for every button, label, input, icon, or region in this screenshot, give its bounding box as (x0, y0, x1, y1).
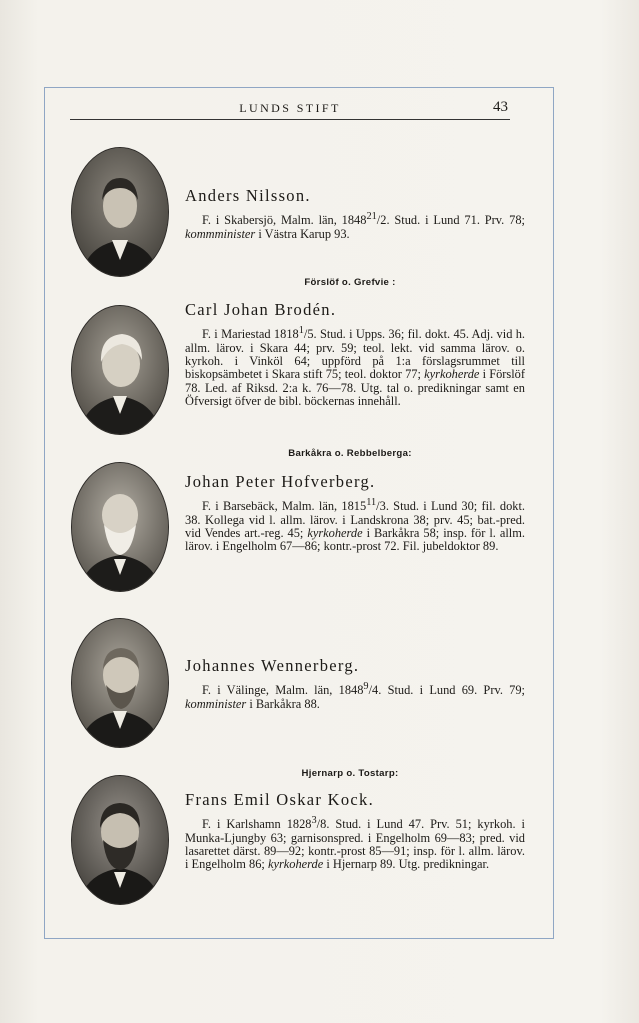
portrait-frans-emil-oskar-kock (72, 776, 168, 904)
portrait-carl-johan-broden (72, 306, 168, 434)
page-number: 43 (493, 99, 508, 115)
entry-biography: F. i Skabersjö, Malm. län, 1848$^{21}$/2. Stud. i Lund 71. Prv. 78; kommminister i Västra Karup 93. (185, 211, 525, 241)
entry-name: Anders Nilsson. (185, 186, 311, 205)
header-rule (70, 119, 510, 120)
portrait-johannes-wennerberg (72, 619, 168, 747)
entry-biography: F. i Välinge, Malm. län, 1848$^9$/4. Stud. i Lund 69. Prv. 79; komminister i Barkåkra 88. (185, 681, 525, 711)
entry-frans-emil-oskar-kock (185, 790, 525, 872)
running-head: LUNDS STIFT (239, 101, 341, 115)
entry-biography: F. i Karlshamn 1828$^3$/8. Stud. i Lund 47. Prv. 51; kyrkoh. i Munka-Ljungby 63; garnisonspred. i Engelholm 69—83; pred. vid lasarettet därst. 89—92; kontr.-prost 85—91; insp. för l. allm. lärov. i Engelholm 86; kyrkoherde i Hjernarp 89. Utg. predikningar. (185, 815, 525, 872)
entry-name: Johan Peter Hofverberg. (185, 472, 376, 491)
portrait-anders-nilsson (72, 148, 168, 276)
entry-anders-nilsson (185, 186, 525, 241)
entry-biography: F. i Barsebäck, Malm. län, 1815$^{11}$/3. Stud. i Lund 30; fil. dokt. 38. Kollega vid l. allm. lärov. i Landskrona 38; prv. 45; bat.-pred. vid Vendes art.-reg. 45; kyrkoherde i Barkåkra 58; insp. för l. allm. lärov. i Engelholm 67—86; kontr.-prost 72. Fil. jubeldoktor 89. (185, 497, 526, 554)
entry-johannes-wennerberg (185, 656, 525, 711)
entry-carl-johan-broden (185, 300, 525, 409)
entry-name: Carl Johan Brodén. (185, 300, 337, 319)
entry-name: Johannes Wennerberg. (185, 656, 360, 675)
portrait-johan-peter-hofverberg (72, 463, 168, 591)
entry-name: Frans Emil Oskar Kock. (185, 790, 374, 809)
entry-johan-peter-hofverberg (185, 472, 525, 554)
parish-heading: Hjernarp o. Tostarp: (301, 768, 399, 779)
parish-heading: Förslöf o. Grefvie : (304, 277, 396, 288)
entry-biography: F. i Mariestad 1818$^1$/5. Stud. i Upps. 36; fil. dokt. 45. Adj. vid h. allm. lärov. i Skara 44; prv. 59; teol. lekt. vid samma lärov. o. kyrkoh. i Vinköl 64; uppförd på 1:a förslagsrummet till biskopsämbetet i Skara stift 75; teol. doktor 77; kyrkoherde i Förslöf 78. Led. af Riksd. 2:a k. 76—78. Utg. tal o. predikningar samt en Öfversigt öfver de bibl. böckernas innehåll. (185, 325, 526, 409)
parish-heading: Barkåkra o. Rebbelberga: (288, 448, 412, 459)
